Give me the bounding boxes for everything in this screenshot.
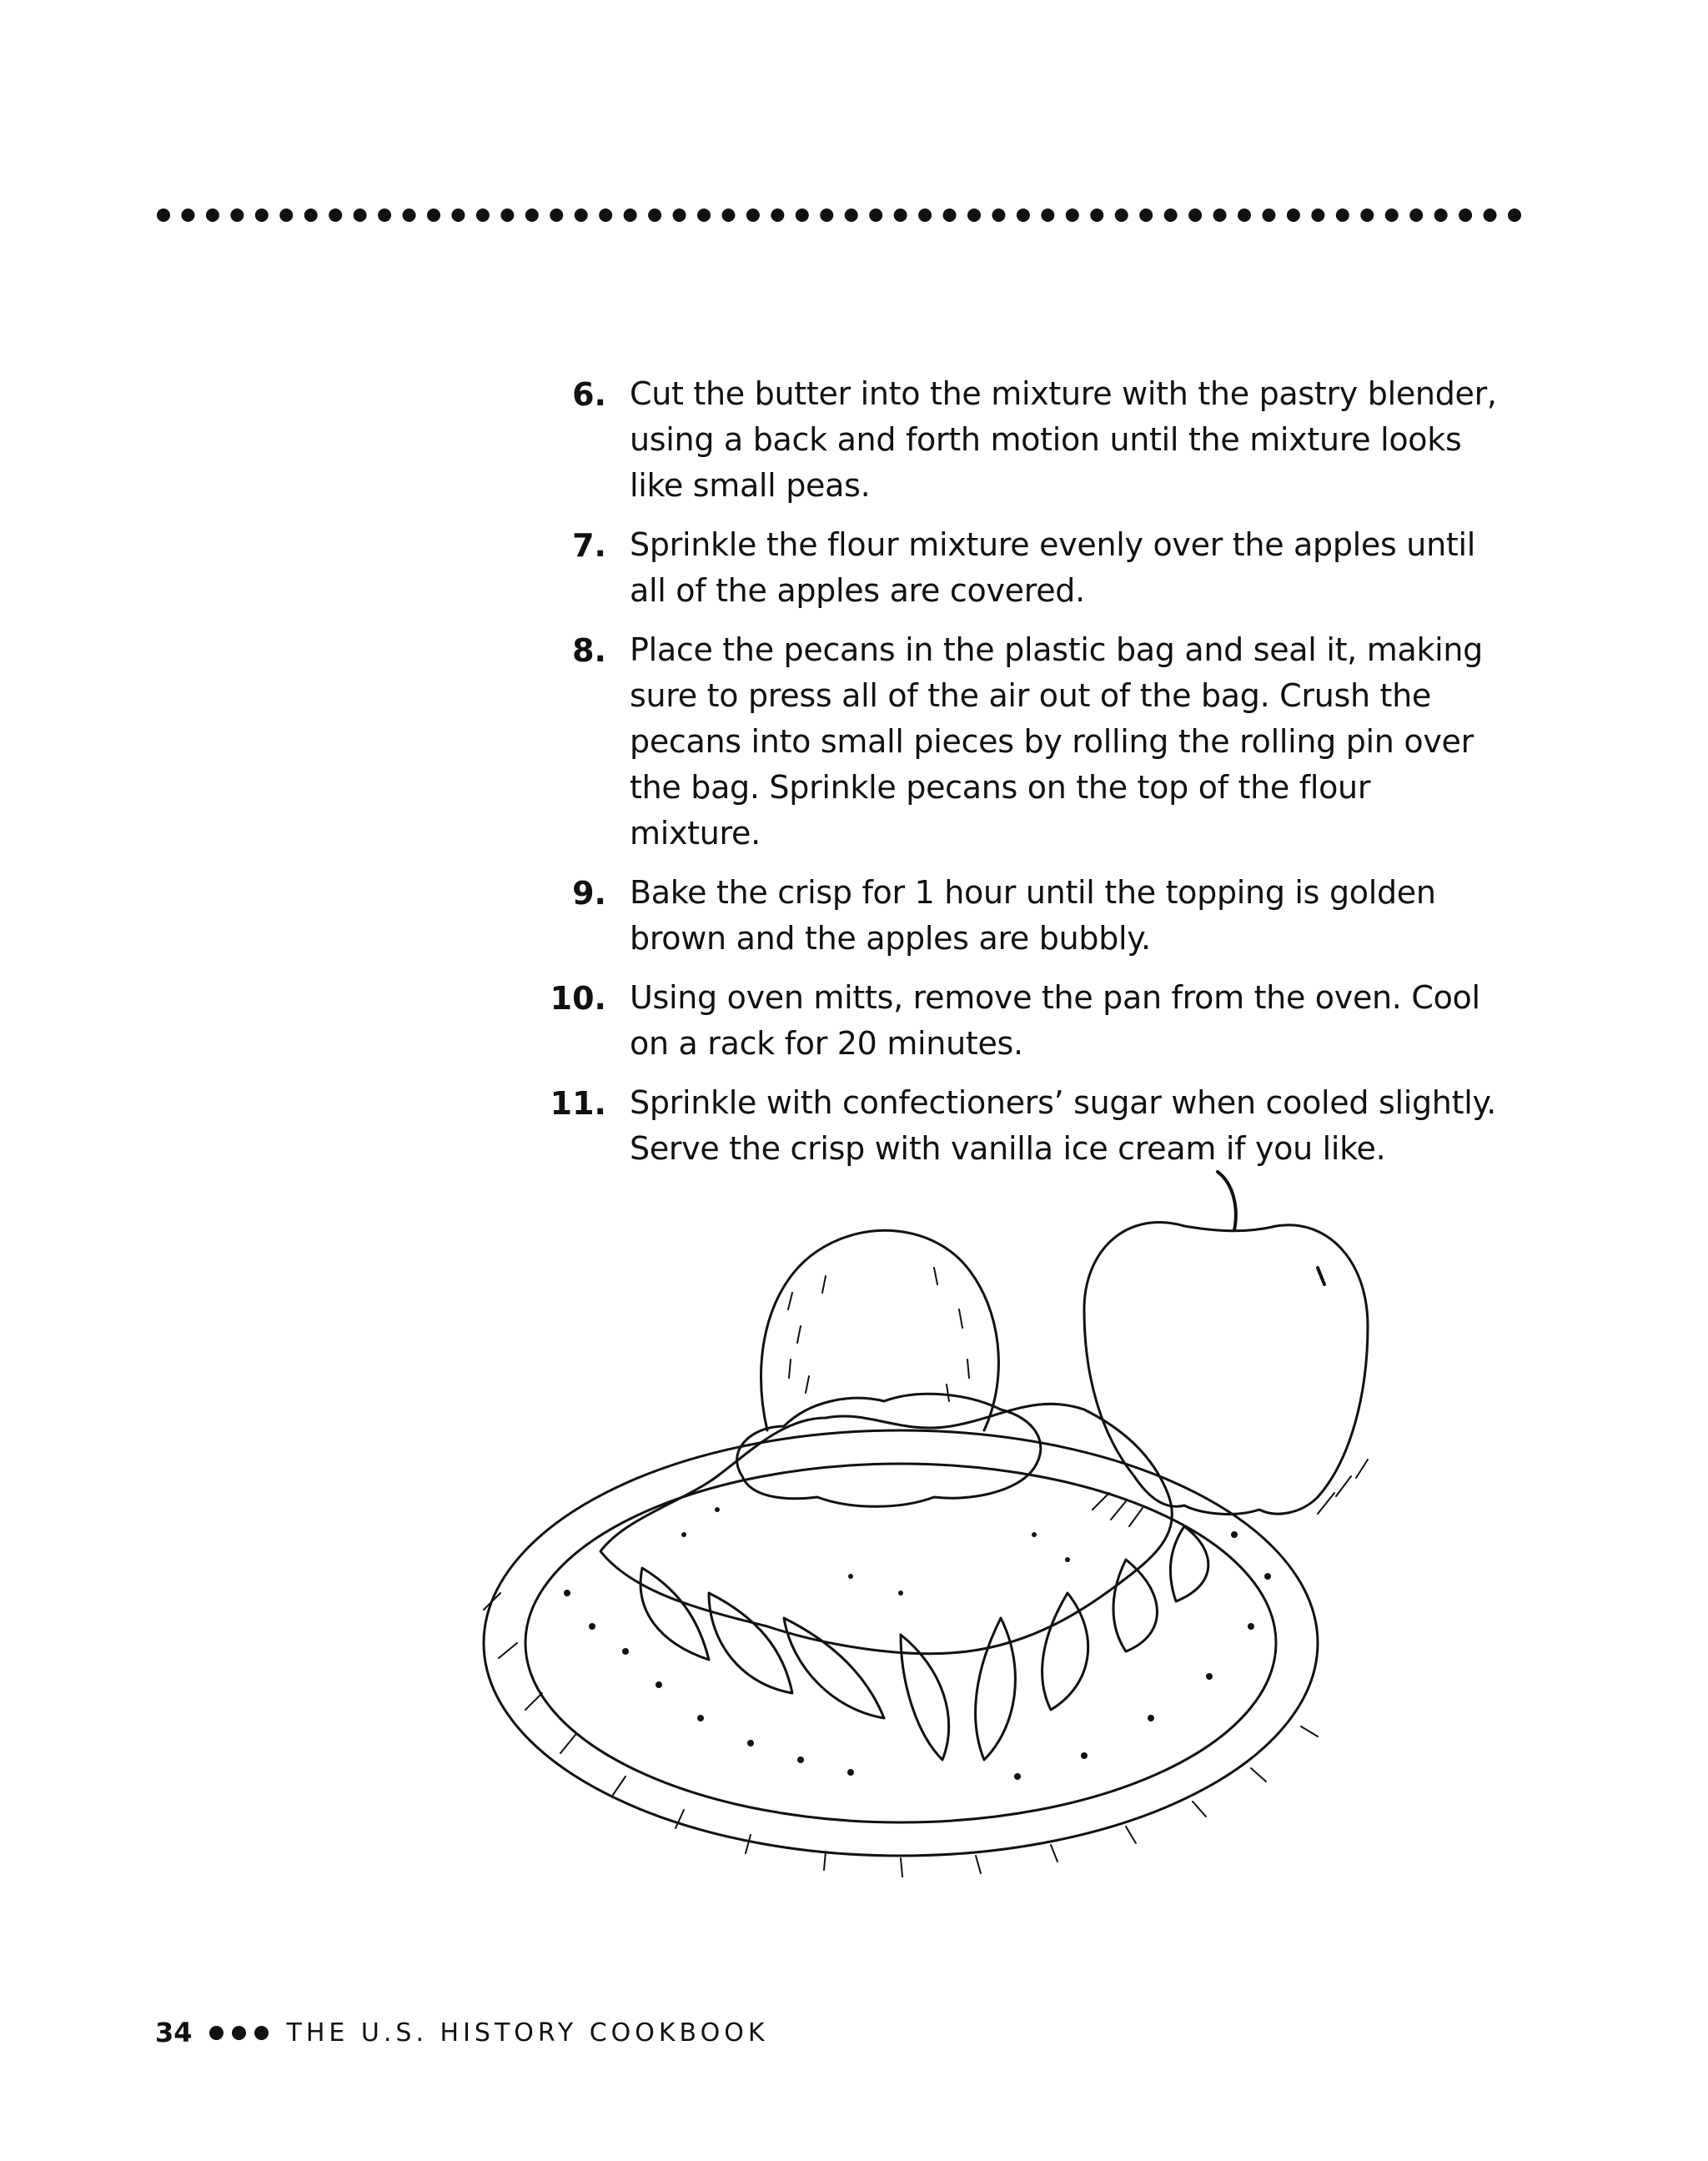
book-title: THE U.S. HISTORY COOKBOOK [286,2018,769,2048]
rule-dot [1188,209,1202,222]
footer-dots-divider [209,2026,269,2040]
rule-dot [1311,209,1324,222]
step-text: Cut the butter into the mixture with the pastry blender, using a back and forth motion until the mixture looks like small peas. [630,375,1497,504]
rule-dot [1385,209,1399,222]
rule-dot [673,209,686,222]
rule-dot [206,209,219,222]
rule-dot [1434,209,1448,222]
rule-dot [476,209,490,222]
ice-cream-melt [737,1394,1041,1506]
rule-dot [1017,209,1030,222]
rule-dot [1041,209,1054,222]
rule-dot [1213,209,1227,222]
rule-dot [796,209,809,222]
dotted-rule-divider [155,205,1523,225]
step-item [534,627,1535,857]
rule-dot [304,209,318,222]
step-item [534,870,1535,962]
rule-dot [1090,209,1103,222]
rule-dot [992,209,1005,222]
step-number: 9. [572,875,606,912]
rule-dot [1115,209,1128,222]
rule-dot [1164,209,1178,222]
step-number: 11. [550,1085,606,1122]
rule-dot [329,209,342,222]
crumb-dots [564,1507,1271,1780]
rule-dot [378,209,391,222]
rule-dot [943,209,957,222]
rule-dot [1459,209,1472,222]
rule-dot [1484,209,1497,222]
step-item [534,522,1535,614]
page-footer [155,2017,769,2048]
page-number: 34 [155,2017,193,2048]
step-text: Using oven mitts, remove the pan from the oven. Cool on a rack for 20 minutes. [630,979,1480,1062]
scoop-texture [788,1268,969,1401]
rule-dot [697,209,711,222]
rule-dot [255,209,269,222]
step-item [534,975,1535,1067]
crisp-topping [600,1404,1172,1653]
rule-dot [771,209,784,222]
step-text: Place the pecans in the plastic bag and seal it, making sure to press all of the air out of the bag. Crush the pecans into small pieces by rolling the rolling pin over the bag. Sprinkle pecans on the top of the flour mixture. [630,631,1484,852]
apple-stem [1218,1172,1236,1230]
rule-dot [1360,209,1374,222]
step-number: 7. [572,527,606,564]
step-number: 8. [572,632,606,669]
rule-dot [525,209,539,222]
apple [1084,1223,1368,1515]
rule-dot [967,209,981,222]
apple-crisp-illustration [434,1143,1535,1885]
rule-dot [820,209,833,222]
rule-dot [1287,209,1300,222]
rule-dot [354,209,367,222]
step-text: Sprinkle the flour mixture evenly over the apples until all of the apples are covered. [630,526,1475,609]
rule-dot [1336,209,1349,222]
rule-dot [403,209,416,222]
rule-dot [1508,209,1521,222]
rule-dot [427,209,440,222]
rule-dot [181,209,194,222]
apple-shadow [1093,1460,1368,1526]
step-number: 6. [572,376,606,413]
rule-dot [721,209,735,222]
rule-dot [279,209,293,222]
apple-highlight [1318,1268,1324,1284]
rule-dot [157,209,170,222]
rule-dot [1238,209,1251,222]
rule-dot [451,209,465,222]
rule-dot [500,209,514,222]
rule-dot [599,209,612,222]
rule-dot [624,209,637,222]
rule-dot [1409,209,1423,222]
rule-dot [1262,209,1275,222]
rule-dot [845,209,858,222]
rule-dot [1066,209,1079,222]
rule-dot [575,209,588,222]
rule-dot [230,209,244,222]
rule-dot [648,209,661,222]
step-text: Sprinkle with confectioners’ sugar when cooled slightly. Serve the crisp with vanilla ice cream if you like. [630,1084,1496,1167]
rule-dot [1139,209,1153,222]
rule-dot [894,209,907,222]
step-item [534,371,1535,509]
apple-slices [640,1526,1208,1760]
rule-dot [746,209,760,222]
step-text: Bake the crisp for 1 hour until the topping is golden brown and the apples are bubbly. [630,874,1436,957]
recipe-steps-list [534,371,1535,1185]
step-number: 10. [550,980,606,1017]
rule-dot [869,209,882,222]
rule-dot [550,209,563,222]
rule-dot [918,209,932,222]
